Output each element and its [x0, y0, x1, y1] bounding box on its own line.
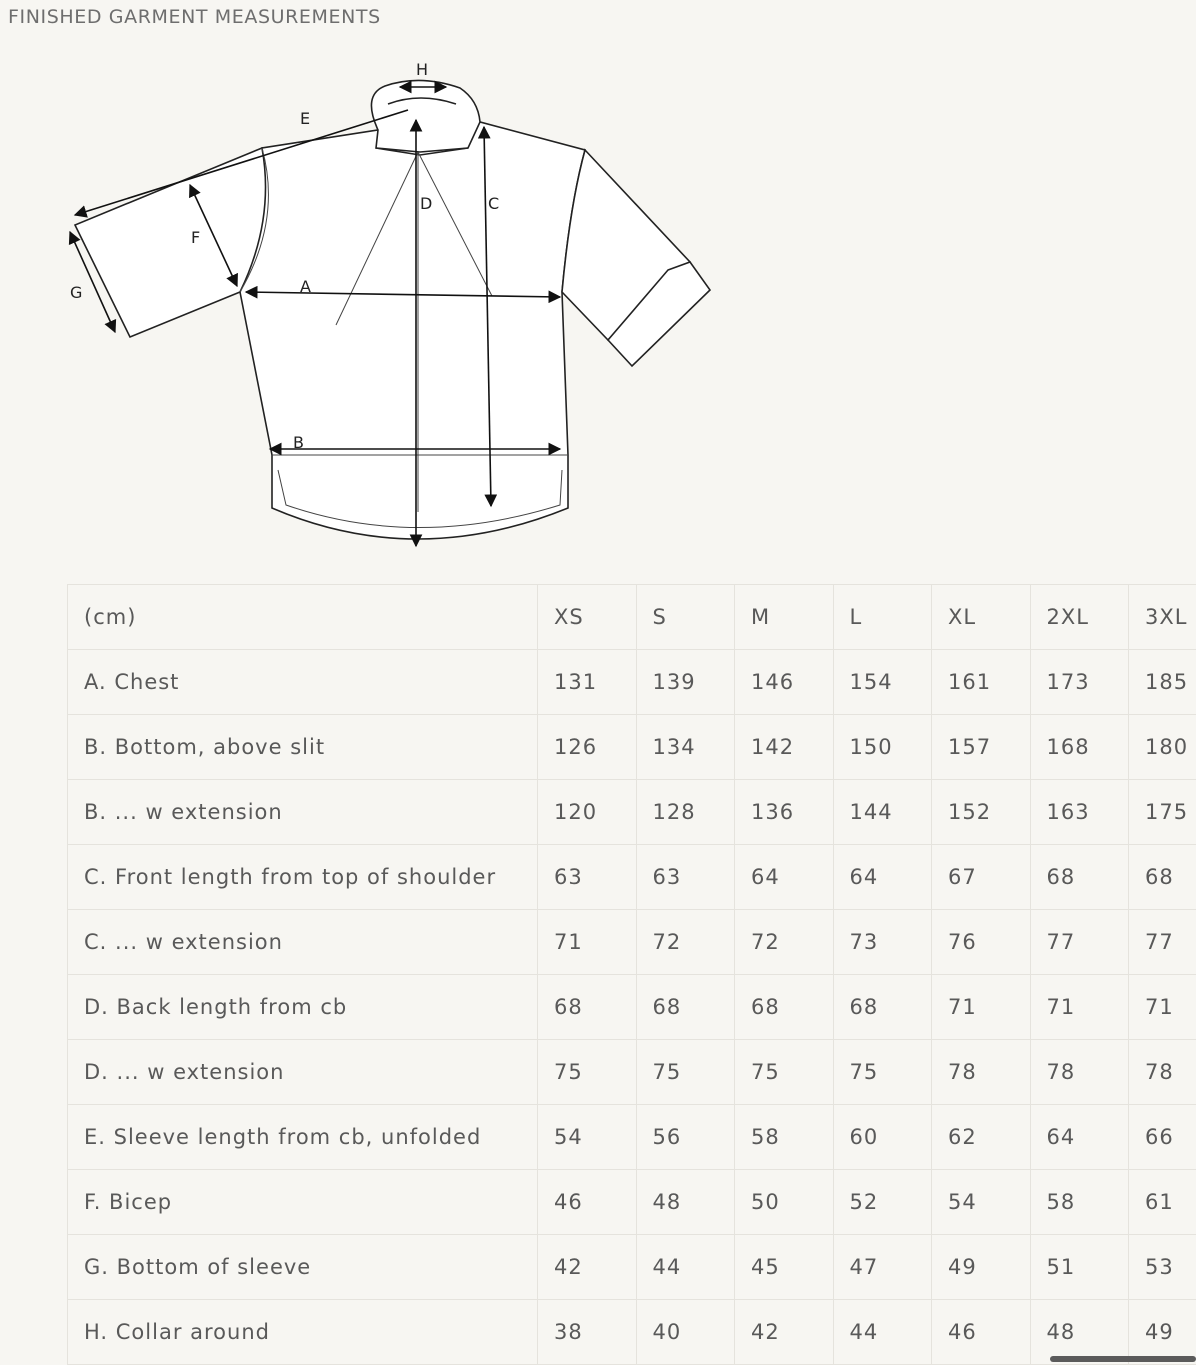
measurement-value: 48 — [1030, 1300, 1129, 1365]
measurement-value: 136 — [735, 780, 834, 845]
measurement-value: 68 — [1129, 845, 1196, 910]
measurement-value: 77 — [1129, 910, 1196, 975]
measurement-value: 67 — [932, 845, 1031, 910]
measurement-value: 47 — [833, 1235, 932, 1300]
measurement-value: 63 — [636, 845, 735, 910]
measurement-value: 66 — [1129, 1105, 1196, 1170]
size-header: L — [833, 585, 932, 650]
measurement-value: 42 — [538, 1235, 637, 1300]
measurement-value: 154 — [833, 650, 932, 715]
label-h: H — [416, 60, 428, 79]
measurement-value: 76 — [932, 910, 1031, 975]
measurement-value: 71 — [538, 910, 637, 975]
measurement-value: 51 — [1030, 1235, 1129, 1300]
measurement-value: 134 — [636, 715, 735, 780]
table-row — [68, 1040, 1196, 1105]
table-row — [68, 975, 1196, 1040]
table-row — [68, 845, 1196, 910]
measurement-value: 42 — [735, 1300, 834, 1365]
measurement-value: 54 — [932, 1170, 1031, 1235]
size-header: XS — [538, 585, 637, 650]
measurement-value: 161 — [932, 650, 1031, 715]
label-e: E — [300, 109, 310, 128]
row-label: B. Bottom, above slit — [68, 715, 538, 780]
measurement-value: 64 — [735, 845, 834, 910]
row-label: B. ... w extension — [68, 780, 538, 845]
size-header: 2XL — [1030, 585, 1129, 650]
measurement-value: 54 — [538, 1105, 637, 1170]
measurement-value: 150 — [833, 715, 932, 780]
measurement-value: 78 — [1129, 1040, 1196, 1105]
measurement-value: 71 — [1129, 975, 1196, 1040]
label-c: C — [488, 194, 499, 213]
horizontal-scrollbar[interactable] — [1050, 1356, 1196, 1362]
measurement-value: 46 — [538, 1170, 637, 1235]
measurement-table-container[interactable] — [67, 584, 1196, 1365]
measurement-value: 175 — [1129, 780, 1196, 845]
measurement-value: 62 — [932, 1105, 1031, 1170]
label-g: G — [70, 283, 82, 302]
label-b: B — [293, 433, 304, 452]
measurement-value: 64 — [833, 845, 932, 910]
table-row — [68, 715, 1196, 780]
measurement-value: 48 — [636, 1170, 735, 1235]
measurement-value: 68 — [636, 975, 735, 1040]
size-header: S — [636, 585, 735, 650]
measurement-value: 75 — [636, 1040, 735, 1105]
table-row — [68, 650, 1196, 715]
row-label: A. Chest — [68, 650, 538, 715]
measurement-value: 78 — [1030, 1040, 1129, 1105]
table-header-row — [68, 585, 1196, 650]
measurement-value: 64 — [1030, 1105, 1129, 1170]
row-label: E. Sleeve length from cb, unfolded — [68, 1105, 538, 1170]
measurement-value: 73 — [833, 910, 932, 975]
table-row — [68, 1300, 1196, 1365]
measurement-value: 173 — [1030, 650, 1129, 715]
measurement-value: 131 — [538, 650, 637, 715]
measurement-value: 168 — [1030, 715, 1129, 780]
measurement-value: 58 — [1030, 1170, 1129, 1235]
measurement-value: 75 — [735, 1040, 834, 1105]
measurement-value: 120 — [538, 780, 637, 845]
measurement-value: 68 — [538, 975, 637, 1040]
table-row — [68, 780, 1196, 845]
measurement-value: 152 — [932, 780, 1031, 845]
measurement-table — [67, 584, 1196, 1365]
size-header: XL — [932, 585, 1031, 650]
measurement-value: 146 — [735, 650, 834, 715]
measurement-value: 75 — [833, 1040, 932, 1105]
measurement-value: 144 — [833, 780, 932, 845]
measurement-value: 44 — [833, 1300, 932, 1365]
measurement-value: 180 — [1129, 715, 1196, 780]
measurement-value: 38 — [538, 1300, 637, 1365]
measurement-value: 71 — [1030, 975, 1129, 1040]
measurement-value: 56 — [636, 1105, 735, 1170]
row-label: D. Back length from cb — [68, 975, 538, 1040]
measurement-value: 75 — [538, 1040, 637, 1105]
measurement-value: 142 — [735, 715, 834, 780]
row-label: F. Bicep — [68, 1170, 538, 1235]
measurement-value: 71 — [932, 975, 1031, 1040]
measurement-value: 78 — [932, 1040, 1031, 1105]
row-label: C. ... w extension — [68, 910, 538, 975]
measurement-value: 126 — [538, 715, 637, 780]
measurement-value: 53 — [1129, 1235, 1196, 1300]
shirt-outline — [75, 80, 710, 539]
measurement-value: 49 — [932, 1235, 1031, 1300]
label-d: D — [420, 194, 432, 213]
size-header: 3XL — [1129, 585, 1196, 650]
measurement-value: 157 — [932, 715, 1031, 780]
table-row — [68, 1170, 1196, 1235]
measurement-value: 61 — [1129, 1170, 1196, 1235]
table-row — [68, 910, 1196, 975]
measurement-value: 68 — [833, 975, 932, 1040]
row-label: G. Bottom of sleeve — [68, 1235, 538, 1300]
measurement-value: 139 — [636, 650, 735, 715]
measurement-value: 58 — [735, 1105, 834, 1170]
measurement-value: 128 — [636, 780, 735, 845]
page-title: FINISHED GARMENT MEASUREMENTS — [8, 6, 381, 28]
measurement-value: 68 — [735, 975, 834, 1040]
measurement-value: 45 — [735, 1235, 834, 1300]
measurement-value: 185 — [1129, 650, 1196, 715]
row-label: H. Collar around — [68, 1300, 538, 1365]
table-row — [68, 1235, 1196, 1300]
measurement-value: 49 — [1129, 1300, 1196, 1365]
measurement-value: 40 — [636, 1300, 735, 1365]
measurement-value: 72 — [735, 910, 834, 975]
measurement-value: 63 — [538, 845, 637, 910]
measurement-value: 60 — [833, 1105, 932, 1170]
unit-header: (cm) — [68, 585, 538, 650]
row-label: D. ... w extension — [68, 1040, 538, 1105]
label-f: F — [191, 228, 200, 247]
measurement-value: 52 — [833, 1170, 932, 1235]
label-a: A — [300, 277, 311, 296]
measurement-value: 50 — [735, 1170, 834, 1235]
table-row — [68, 1105, 1196, 1170]
garment-diagram — [0, 40, 760, 560]
row-label: C. Front length from top of shoulder — [68, 845, 538, 910]
measurement-value: 46 — [932, 1300, 1031, 1365]
measurement-value: 163 — [1030, 780, 1129, 845]
measurement-value: 44 — [636, 1235, 735, 1300]
measurement-value: 72 — [636, 910, 735, 975]
measurement-value: 77 — [1030, 910, 1129, 975]
measurement-value: 68 — [1030, 845, 1129, 910]
size-header: M — [735, 585, 834, 650]
